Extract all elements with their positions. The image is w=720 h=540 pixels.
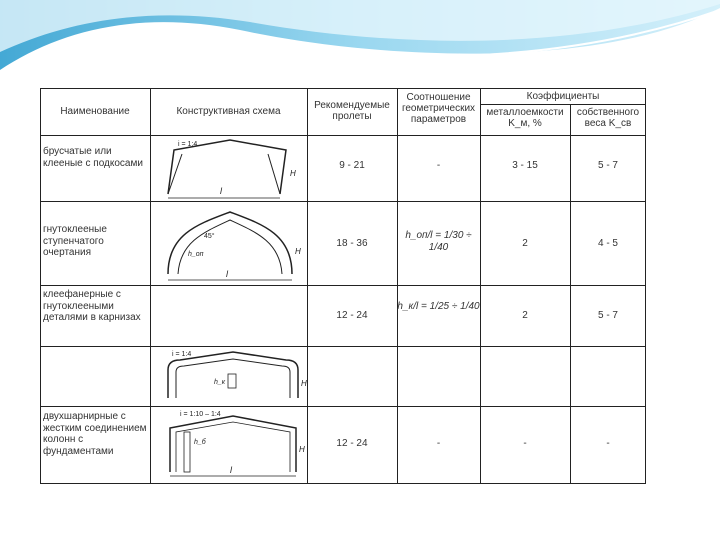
row4-name: двухшарнирные с жестким соединением колонн с фундаментами [43,411,147,457]
scheme-stepped-arch-diagram [158,204,302,284]
row3-name: клеефанерные с гнутоклееными деталями в карнизах [43,289,141,323]
row2-name: гнутоклееные ступенчатого очертания [43,224,107,258]
header-scheme: Конструктивная схема [176,106,281,117]
row1-metal: 3 - 15 [512,160,538,171]
header-wave-decoration [0,0,720,90]
svg-text:l: l [226,269,228,279]
row3-ratio: h_к/l = 1/25 ÷ 1/40 [397,301,480,312]
row4-metal: - [523,438,527,449]
row3-spans: 12 - 24 [336,310,368,321]
row1-name: брусчатые или клееные с подкосами [43,146,143,169]
row2-ratio: h_оп/l = 1/30 ÷ 1/40 [405,230,472,253]
svg-text:h_б: h_б [194,439,206,446]
row1-spans: 9 - 21 [339,160,365,171]
row2-weight: 4 - 5 [597,238,618,249]
header-name: Наименование [60,106,130,117]
svg-text:H: H [295,247,301,256]
svg-text:l: l [230,465,232,475]
header-coeffs: Коэффициенты [526,91,600,102]
svg-text:H: H [301,379,307,388]
row3-weight: 5 - 7 [597,310,618,321]
scheme-two-hinged-frame-diagram [158,410,308,480]
svg-text:h_к: h_к [214,379,226,386]
row4-ratio: - [436,438,441,449]
row1-ratio: - [436,160,441,171]
header-weight: собственного веса K_св [576,107,640,129]
svg-text:H: H [290,169,296,178]
svg-text:i = 1:4: i = 1:4 [172,351,192,358]
row1-weight: 5 - 7 [597,160,618,171]
row2-metal: 2 [522,238,528,249]
svg-text:h_оп: h_оп [188,251,204,258]
frame-types-table [40,88,646,484]
scheme-plywood-frame-diagram [158,348,308,404]
svg-text:i = 1:4: i = 1:4 [178,141,198,148]
row3-metal: 2 [522,310,528,321]
row4-weight: - [606,438,610,449]
svg-text:45°: 45° [204,233,215,240]
header-metal: металлоемкости K_м, % [486,107,564,129]
row4-spans: 12 - 24 [336,438,368,449]
header-ratio: Соотношение геометрических параметров [401,92,476,125]
svg-text:l: l [220,186,222,196]
svg-text:i = 1:10 – 1:4: i = 1:10 – 1:4 [180,411,221,418]
header-spans: Рекомендуемые пролеты [314,100,390,122]
scheme-strut-frame-diagram [160,136,300,200]
svg-text:H: H [299,445,305,454]
row2-spans: 18 - 36 [336,238,368,249]
